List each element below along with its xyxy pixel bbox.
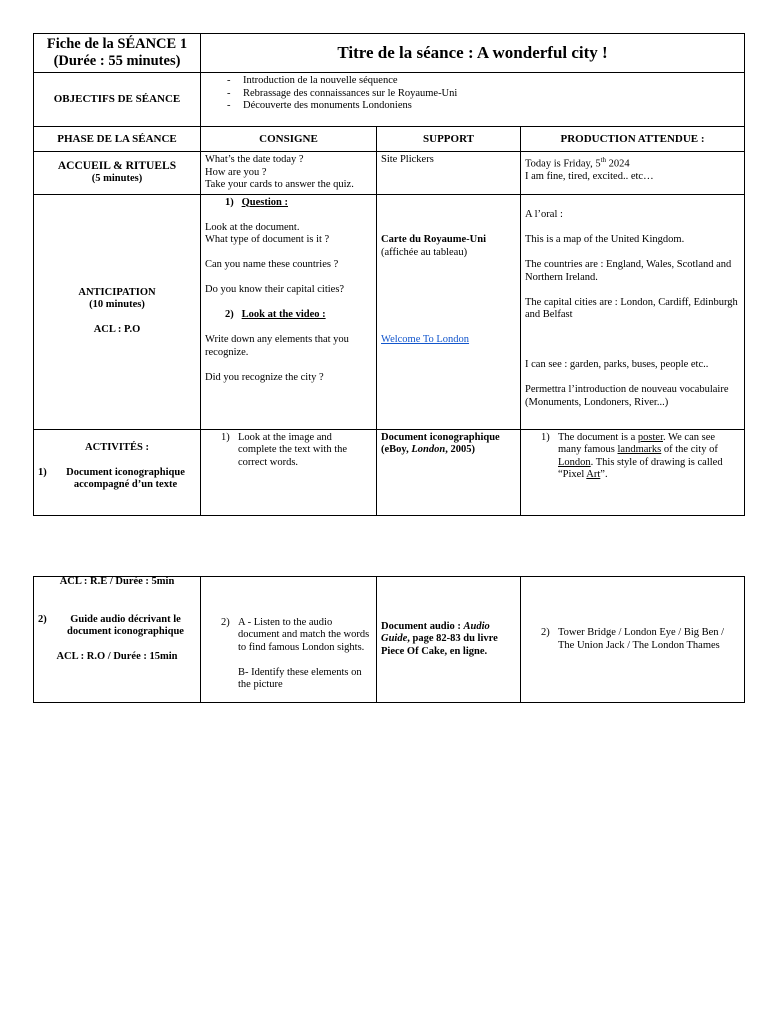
production-part: The document is a: [558, 431, 638, 443]
fiche-title: Fiche de la SÉANCE 1: [46, 36, 188, 52]
activites-item: [38, 467, 196, 492]
production-answer: landmarks: [617, 444, 662, 455]
col-header-phase: PHASE DE LA SÉANCE: [34, 127, 201, 152]
production-part: . We can see many famous: [558, 431, 716, 455]
support-source-pre: (eBoy,: [381, 444, 412, 455]
welcome-to-london-link[interactable]: Welcome To London: [381, 334, 470, 345]
objectifs-cell: [201, 73, 745, 127]
production-answer: London: [558, 456, 591, 468]
acl-re: ACL : R.E / Durée : 5min: [59, 576, 175, 587]
accueil-duration: (5 minutes): [91, 172, 143, 184]
objectifs-label: OBJECTIFS DE SÉANCE: [34, 73, 201, 127]
consigne-a: A - Listen to the audio document and match the words to find famous London sights.: [238, 616, 370, 653]
consigne-line: Can you name these countries ?: [205, 259, 339, 270]
date-year: 2024: [606, 158, 630, 170]
production-part: of the city of: [661, 444, 718, 455]
objectifs-list: [205, 75, 740, 113]
consigne-line: What type of document is it ?: [205, 234, 330, 245]
production-text: [558, 432, 740, 482]
activites-production: [521, 429, 745, 515]
production-part: ”.: [600, 469, 608, 480]
acl-ro: ACL : R.O / Durée : 15min: [56, 651, 178, 662]
question-title: Question :: [241, 196, 289, 208]
question-heading: [205, 197, 372, 210]
objectif-item: - Rebrassage des connaissances sur le Royaume-Uni: [227, 88, 740, 101]
consigne-line: Do you know their capital cities?: [205, 284, 345, 295]
production-answer: poster: [637, 431, 663, 443]
support-map-note: (affichée au tableau): [381, 246, 468, 258]
consigne-line: What’s the date today ?: [205, 154, 304, 165]
accueil-consigne: [201, 152, 377, 195]
production-line: Permettra l’introduction de nouveau vocabulaire (Monuments, Londoners, River...): [525, 384, 729, 408]
video-heading: [205, 309, 372, 322]
consigne-number: 1): [221, 431, 230, 443]
activites-consigne: [201, 429, 377, 515]
question-number: 1): [225, 196, 234, 208]
col-header-consigne: CONSIGNE: [201, 127, 377, 152]
guide-phase: [34, 577, 201, 703]
production-line: [525, 154, 740, 171]
anticipation-phase: [34, 194, 201, 429]
support-source: [381, 444, 516, 457]
production-line: I am fine, tired, excited.. etc…: [525, 171, 654, 182]
video-title: Look at the video :: [241, 309, 326, 320]
support-map: Carte du Royaume-Uni: [381, 234, 486, 245]
date-text: Today is Friday, 5: [525, 158, 601, 170]
accueil-production: [521, 152, 745, 195]
production-line: This is a map of the United Kingdom.: [525, 234, 685, 245]
production-line: A l’oral :: [525, 209, 563, 220]
support-pre: Document audio :: [381, 620, 464, 632]
accueil-support: Site Plickers: [377, 152, 521, 195]
guide-consigne: [201, 577, 377, 703]
production-part: . This style of drawing is called “Pixel: [558, 456, 723, 480]
fiche-duration: (Durée : 55 minutes): [53, 53, 181, 69]
consigne-b: B- Identify these elements on the picture: [238, 666, 362, 690]
production-text: Tower Bridge / London Eye / Big Ben / The Union Jack / The London Thames: [558, 627, 725, 651]
anticipation-production: [521, 194, 745, 429]
production-number: 2): [541, 627, 550, 638]
date-suffix: th: [600, 156, 607, 164]
lesson-plan-table: [33, 33, 745, 516]
support-title: Audio Guide: [381, 620, 490, 645]
objectif-item: - Introduction de la nouvelle séquence: [227, 75, 740, 88]
anticipation-duration: (10 minutes): [89, 299, 145, 310]
consigne-line: Write down any elements that you recognize.: [205, 334, 349, 358]
production-answer: Art: [586, 469, 601, 480]
guide-label: Guide audio décrivant le document iconographique: [67, 613, 184, 637]
consigne-number: 2): [221, 616, 230, 628]
activites-label: Document iconographique accompagné d’un texte: [66, 466, 185, 490]
guide-number: 2): [38, 613, 47, 625]
consigne-line: Look at the document.: [205, 221, 300, 233]
anticipation-title: ANTICIPATION: [78, 286, 156, 298]
consigne-line: Did you recognize the city ?: [205, 371, 324, 383]
fiche-cell: [34, 34, 201, 73]
activites-number: 1): [38, 466, 47, 478]
activites-support: [377, 429, 521, 515]
production-line: The countries are : England, Wales, Scotland and Northern Ireland.: [525, 259, 732, 283]
activites-phase: [34, 429, 201, 515]
consigne-line: How are you ?: [205, 166, 267, 178]
accueil-phase: [34, 152, 201, 195]
production-line: I can see : garden, parks, buses, people etc..: [525, 359, 709, 370]
guide-production: [521, 577, 745, 703]
support-post: , page 82-83 du livre Piece Of Cake, en ligne.: [381, 633, 498, 657]
consigne-line: Take your cards to answer the quiz.: [205, 179, 354, 190]
col-header-support: SUPPORT: [377, 127, 521, 152]
session-title: Titre de la séance : A wonderful city !: [201, 34, 745, 73]
video-number: 2): [225, 309, 234, 320]
guide-support: [377, 577, 521, 703]
anticipation-consigne: [201, 194, 377, 429]
production-line: The capital cities are : London, Cardiff, Edinburgh and Belfast: [525, 296, 738, 320]
anticipation-acl: ACL : P.O: [93, 324, 141, 335]
support-source-post: , 2005): [445, 444, 475, 455]
objectif-item: - Découverte des monuments Londoniens: [227, 100, 740, 113]
activites-title: ACTIVITÉS :: [85, 441, 149, 453]
guide-item: [38, 614, 196, 639]
support-line: Document iconographique: [381, 431, 500, 443]
production-number: 1): [541, 431, 550, 443]
accueil-title: ACCUEIL & RITUELS: [57, 160, 177, 173]
anticipation-support: [377, 194, 521, 429]
lesson-plan-table-continued: [33, 576, 745, 703]
consigne-text: Look at the image and complete the text with the correct words.: [238, 431, 348, 468]
col-header-production: PRODUCTION ATTENDUE :: [521, 127, 745, 152]
support-source-title: London: [411, 444, 446, 455]
